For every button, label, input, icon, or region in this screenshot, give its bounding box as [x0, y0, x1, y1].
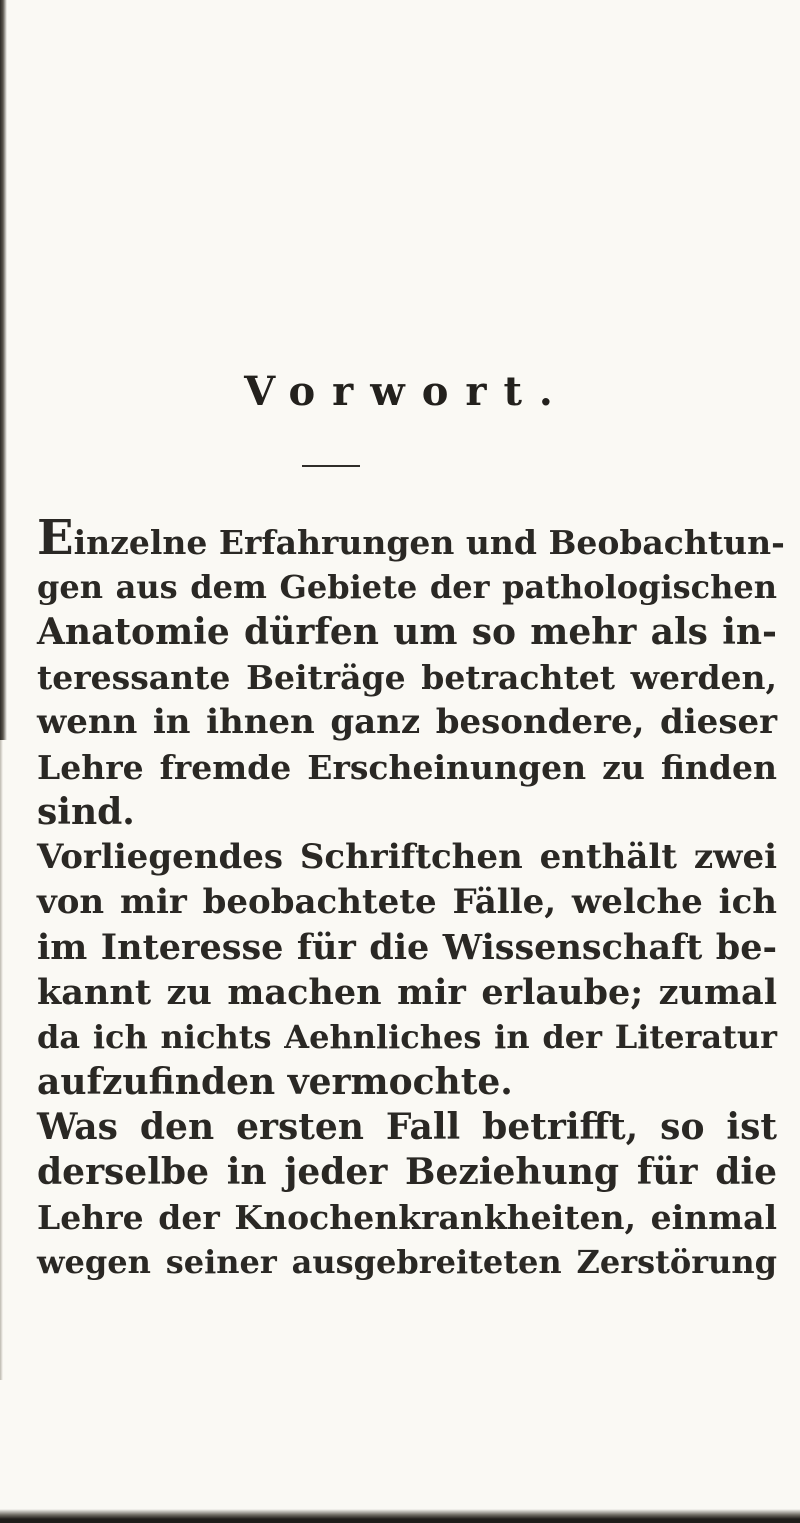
title-divider	[302, 465, 360, 467]
text-line-5: wenn in ihnen ganz besondere, dieser	[37, 702, 777, 742]
text-line-13: aufzufinden vermochte.	[37, 1061, 513, 1103]
text-line-12: da ich nichts Aehnliches in der Literatur	[37, 1018, 777, 1056]
text-line-17: wegen seiner ausgebreiteten Zerstörung	[37, 1243, 777, 1281]
text-line-9: von mir beobachtete Fälle, welche ich	[37, 882, 777, 922]
text-line-10: im Interesse für die Wissenschaft be-	[37, 927, 777, 968]
text-line-7: sind.	[37, 791, 135, 833]
page-bottom-edge	[0, 1509, 800, 1523]
page-edge-shadow	[0, 740, 3, 1380]
text-line-14: Was den ersten Fall betrifft, so ist	[37, 1106, 777, 1148]
text-line-4: teressante Beiträge betrachtet werden,	[37, 658, 777, 697]
text-line-11: kannt zu machen mir erlaube; zumal	[37, 972, 777, 1013]
text-line-2: gen aus dem Gebiete der pathologischen	[37, 568, 777, 606]
text-line-6: Lehre fremde Erscheinungen zu finden	[37, 748, 777, 787]
text-line-1	[37, 510, 785, 566]
body-text	[37, 510, 785, 1285]
text-line-16: Lehre der Knochenkrankheiten, einmal	[37, 1198, 777, 1237]
text-line-3: Anatomie dürfen um so mehr als in-	[37, 611, 777, 653]
page-title: Vorwort.	[244, 368, 570, 415]
text-line-15: derselbe in jeder Beziehung für die	[37, 1151, 777, 1193]
text-line-8: Vorliegendes Schriftchen enthält zwei	[37, 837, 777, 877]
text-line-1-rest: inzelne Erfahrungen und Beobachtun-	[73, 523, 785, 562]
drop-cap: E	[37, 510, 74, 566]
